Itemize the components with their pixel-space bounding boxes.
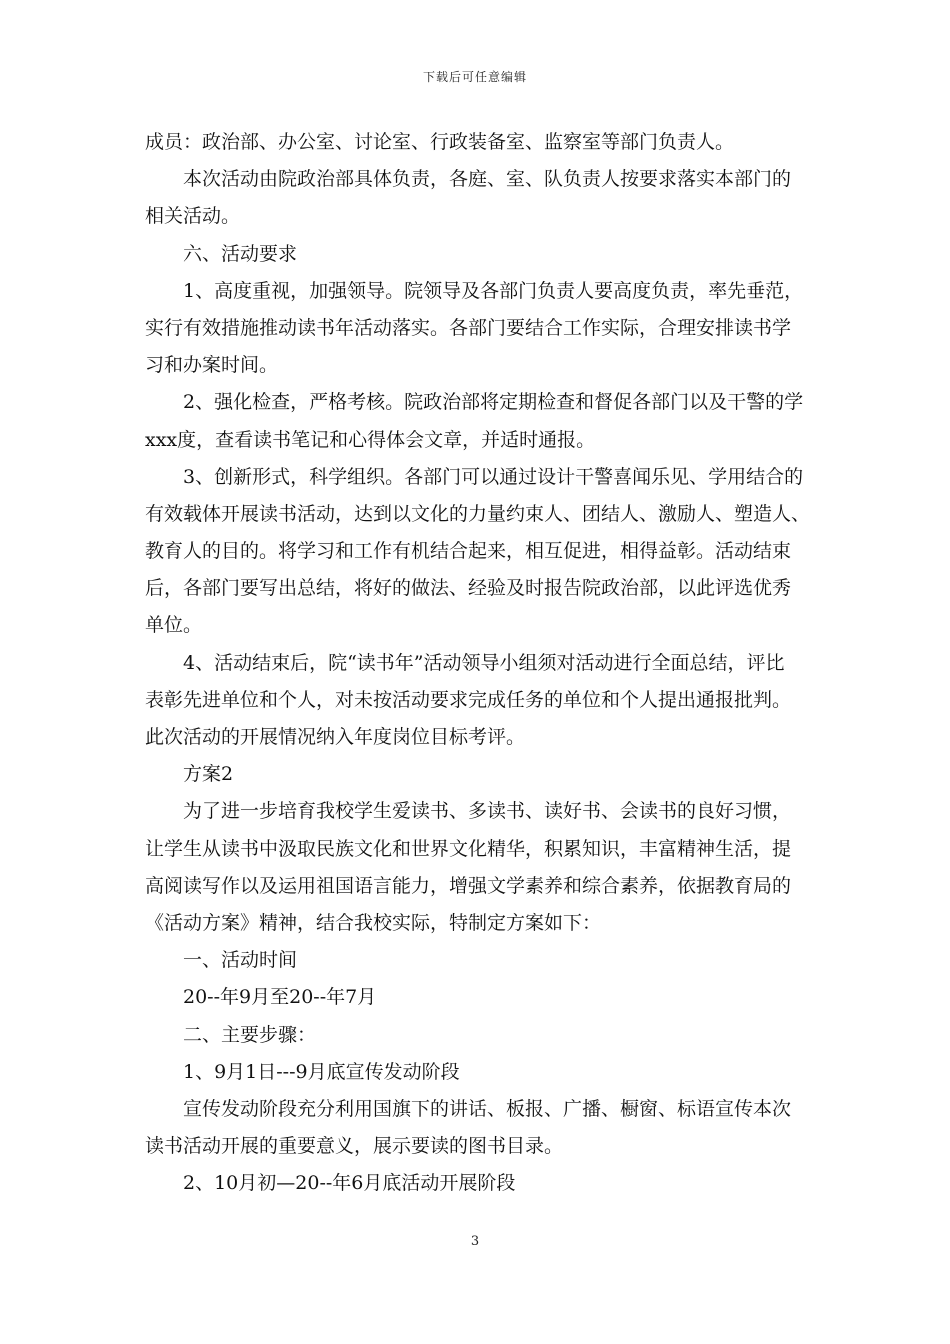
text-line: 2、强化检查，严格考核。院政治部将定期检查和督促各部门以及干警的学 — [183, 391, 804, 414]
text-line: 为了进一步培育我校学生爱读书、多读书、读好书、会读书的良好习惯， — [183, 800, 792, 823]
text-line: 4、活动结束后，院“读书年”活动领导小组须对活动进行全面总结，评比 — [183, 651, 785, 674]
text-line: 方案2 — [183, 763, 234, 786]
page-number: 3 — [470, 1234, 480, 1249]
text-line: 二、主要步骤： — [183, 1023, 317, 1046]
text-line: 3、创新形式，科学组织。各部门可以通过设计干警喜闻乐见、学用结合的 — [183, 465, 804, 488]
text-line: 此次活动的开展情况纳入年度岗位目标考评。 — [145, 726, 526, 748]
text-line: 2、10月初—20--年6月底活动开展阶段 — [183, 1172, 516, 1195]
text-line: 本次活动由院政治部具体负责，各庭、室、队负责人按要求落实本部门的 — [183, 168, 792, 191]
page-header-note: 下载后可任意编辑 — [422, 70, 527, 84]
text-line: 习和办案时间。 — [145, 354, 279, 377]
text-line: 实行有效措施推动读书年活动落实。各部门要结合工作实际，合理安排读书学 — [145, 316, 792, 339]
document-body — [145, 128, 815, 1206]
text-line: 后，各部门要写出总结，将好的做法、经验及时报告院政治部，以此评选优秀 — [145, 577, 792, 600]
text-line: 成员：政治部、办公室、讨论室、行政装备室、监察室等部门负责人。 — [145, 131, 735, 153]
text-line: 教育人的目的。将学习和工作有机结合起来，相互促进，相得益彰。活动结束 — [145, 540, 792, 563]
text-line: 高阅读写作以及运用祖国语言能力，增强文学素养和综合素养，依据教育局的 — [145, 874, 792, 897]
text-line: 相关活动。 — [145, 205, 241, 228]
text-line: 一、活动时间 — [183, 949, 298, 972]
text-line: 有效载体开展读书活动，达到以文化的力量约束人、团结人、激励人、塑造人、 — [145, 502, 811, 525]
text-line: 1、9月1日---9月底宣传发动阶段 — [183, 1060, 460, 1083]
text-line: 宣传发动阶段充分利用国旗下的讲话、板报、广播、橱窗、标语宣传本次 — [183, 1097, 792, 1120]
text-line: 表彰先进单位和个人，对未按活动要求完成任务的单位和个人提出通报批判。 — [145, 688, 792, 711]
text-line: 单位。 — [145, 614, 203, 637]
text-line: 20--年9月至20--年7月 — [183, 986, 377, 1009]
text-line: 六、活动要求 — [183, 242, 298, 265]
text-line: xxx度，查看读书笔记和心得体会文章，并适时通报。 — [145, 428, 596, 451]
text-line: 1、高度重视，加强领导。院领导及各部门负责人要高度负责，率先垂范， — [183, 279, 804, 302]
text-line: 读书活动开展的重要意义，展示要读的图书目录。 — [145, 1135, 564, 1158]
text-line: 让学生从读书中汲取民族文化和世界文化精华，积累知识，丰富精神生活，提 — [145, 837, 792, 860]
text-line: 《活动方案》精神，结合我校实际，特制定方案如下： — [145, 911, 602, 934]
